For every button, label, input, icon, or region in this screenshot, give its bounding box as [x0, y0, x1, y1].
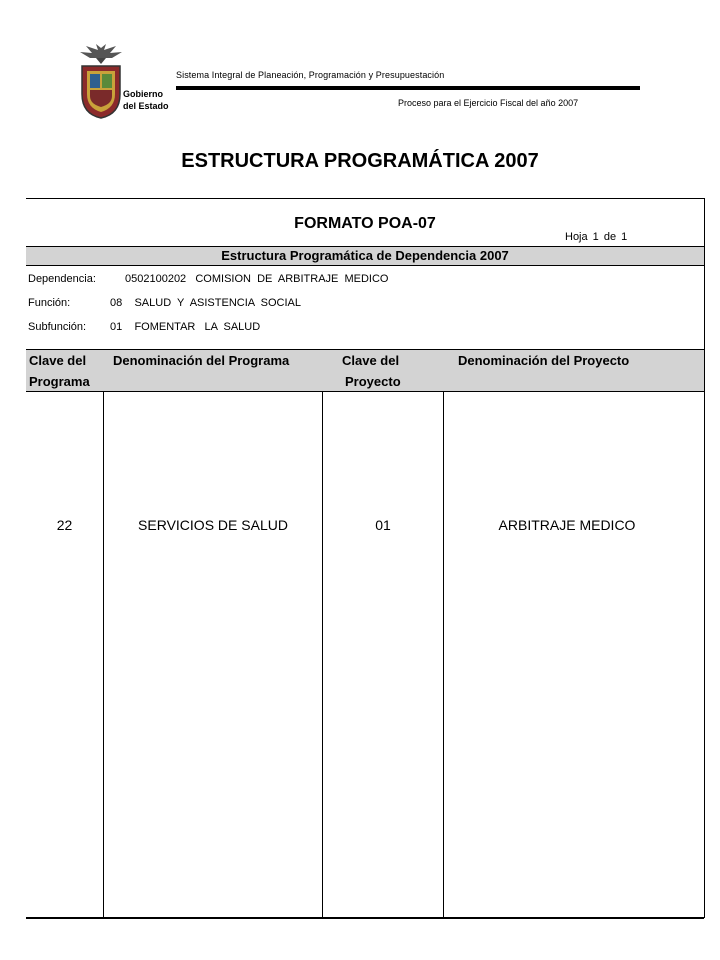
funcion-value: 08 SALUD Y ASISTENCIA SOCIAL: [110, 297, 301, 309]
column-divider-3: [443, 391, 444, 917]
page-counter: Hoja 1 de 1: [565, 231, 628, 243]
header-denominacion-programa: Denominación del Programa: [113, 353, 290, 368]
cell-clave-proyecto: 01: [375, 517, 391, 533]
header-rule: [176, 86, 640, 90]
header-clave-programa-line1: Clave del: [29, 353, 87, 368]
column-divider-1: [103, 391, 104, 917]
system-name: Sistema Integral de Planeación, Programación y Presupuestación: [176, 70, 445, 80]
del-estado-text: del Estado: [123, 101, 169, 111]
gobierno-text: Gobierno: [123, 89, 163, 99]
fiscal-process-label: Proceso para el Ejercicio Fiscal del año 2007: [398, 98, 579, 108]
frame-right-border: [704, 198, 705, 918]
header-clave-proyecto-line1: Clave del: [342, 353, 400, 368]
dependencia-value: 0502100202 COMISION DE ARBITRAJE MEDICO: [125, 273, 389, 285]
page-title: ESTRUCTURA PROGRAMÁTICA 2007: [181, 150, 539, 172]
form-code: FORMATO POA-07: [294, 215, 436, 232]
header-denominacion-proyecto: Denominación del Proyecto: [458, 353, 630, 368]
table-header: [26, 349, 704, 392]
subfuncion-value: 01 FOMENTAR LA SALUD: [110, 321, 261, 333]
form-subtitle: Estructura Programática de Dependencia 2007: [26, 246, 704, 266]
cell-denominacion-proyecto: ARBITRAJE MEDICO: [498, 517, 636, 533]
cell-clave-programa: 22: [56, 517, 73, 533]
funcion-label: Función:: [28, 297, 71, 309]
header-clave-programa-line2: Programa: [29, 374, 90, 389]
government-label: [123, 88, 169, 112]
government-crest-logo: [76, 44, 126, 120]
column-divider-2: [322, 391, 323, 917]
cell-denominacion-programa: SERVICIOS DE SALUD: [138, 517, 288, 533]
header-clave-proyecto-line2: Proyecto: [345, 374, 401, 389]
dependencia-label: Dependencia:: [28, 273, 96, 285]
subfuncion-label: Subfunción:: [28, 321, 87, 333]
